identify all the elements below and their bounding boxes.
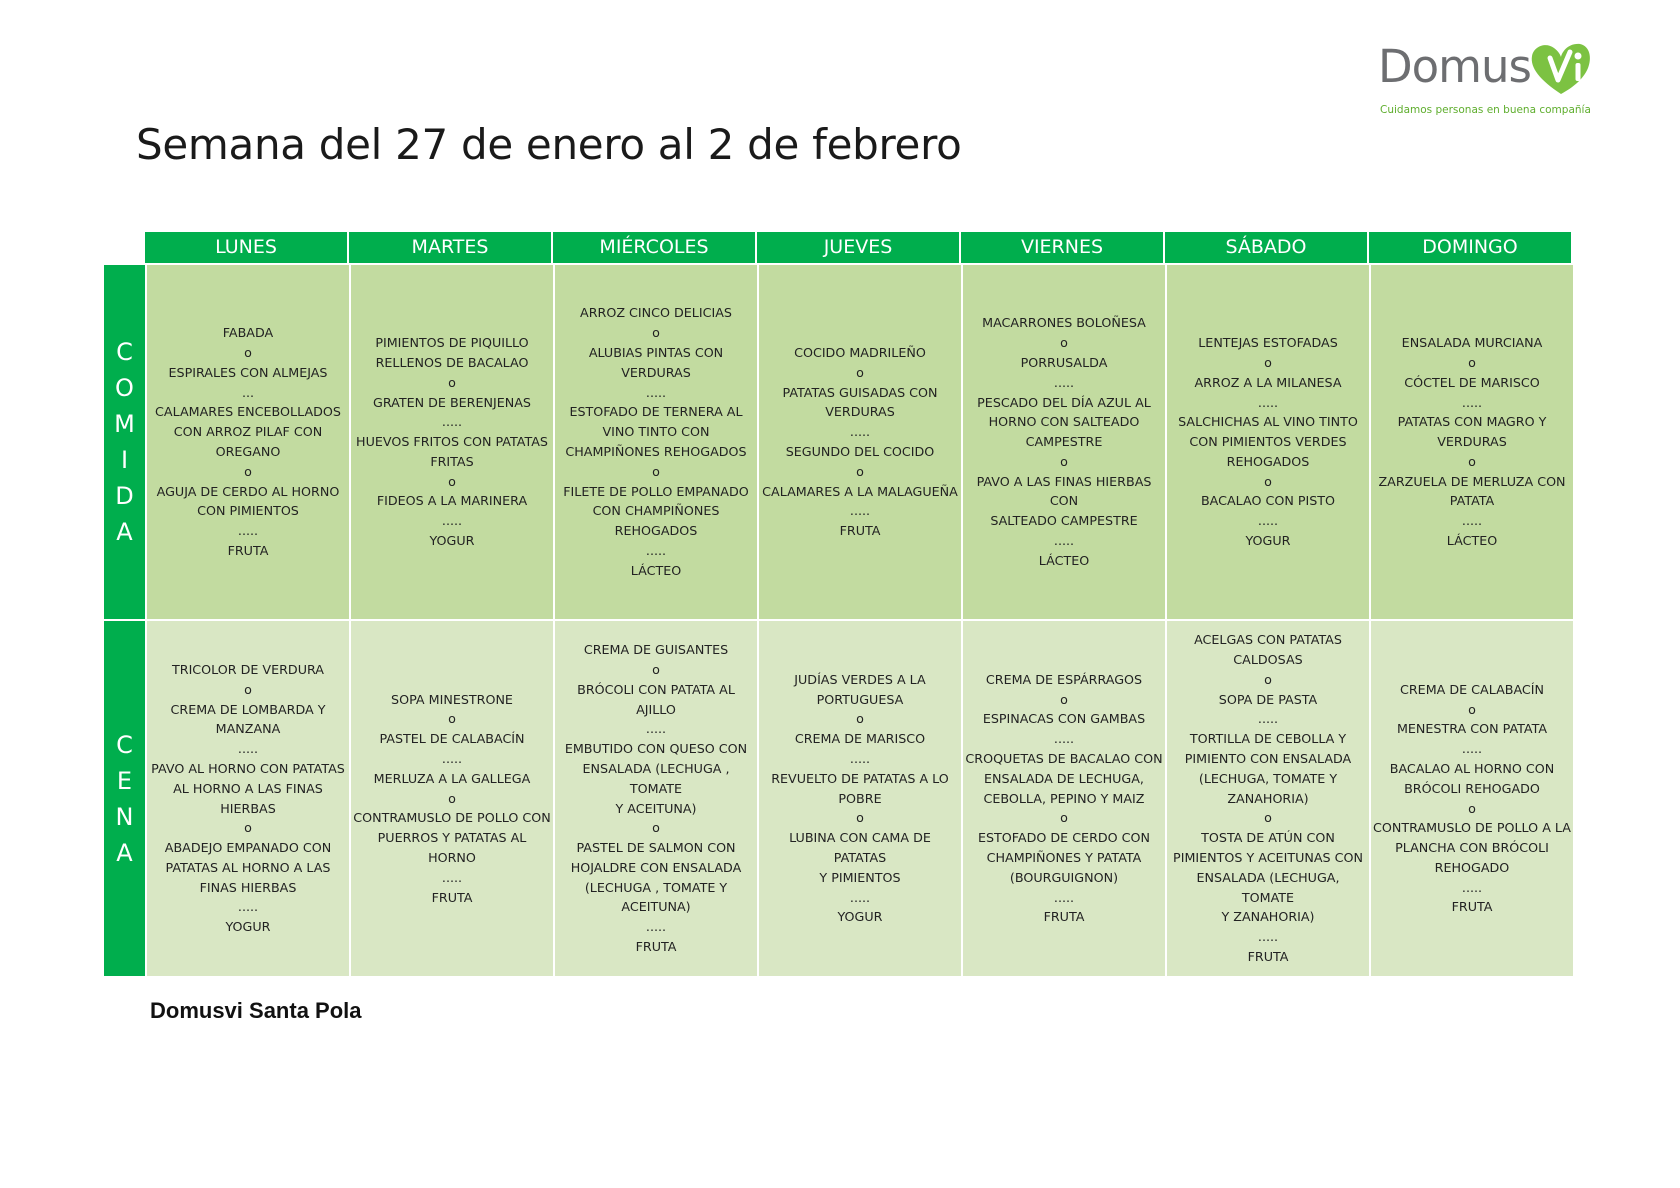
comida-cell-miercoles: ARROZ CINCO DELICIAS o ALUBIAS PINTAS CON VERDURAS ..... ESTOFADO DE TERNERA AL VINO TINTO CON CHAMPIÑONES REHOGADOS o FILETE DE POLLO EMPANADO CON CHAMPIÑONES REHOGADOS ..... LÁCTEO: [555, 265, 757, 619]
meal-label-letter: A: [116, 838, 133, 867]
cena-cell-viernes: CREMA DE ESPÁRRAGOS o ESPINACAS CON GAMBAS ..... CROQUETAS DE BACALAO CON ENSALADA DE LECHUGA, CEBOLLA, PEPINO Y MAIZ o ESTOFADO DE CERDO CON CHAMPIÑONES Y PATATA (BOURGUIGNON) ..... FRUTA: [963, 621, 1165, 976]
day-header-jueves: JUEVES: [757, 232, 959, 263]
meal-row-cena: [104, 621, 1573, 976]
comida-cell-domingo: ENSALADA MURCIANA o CÓCTEL DE MARISCO ..... PATATAS CON MAGRO Y VERDURAS o ZARZUELA DE MERLUZA CON PATATA ..... LÁCTEO: [1371, 265, 1573, 619]
cena-cell-domingo: CREMA DE CALABACÍN o MENESTRA CON PATATA ..... BACALAO AL HORNO CON BRÓCOLI REHOGADO o CONTRAMUSLO DE POLLO A LA PLANCHA CON BRÓCOLI REHOGADO ..... FRUTA: [1371, 621, 1573, 976]
meal-label-letter: E: [116, 766, 133, 795]
residence-name: Domusvi Santa Pola: [150, 998, 362, 1023]
meal-label-letter: N: [115, 802, 134, 831]
day-header-lunes: LUNES: [145, 232, 347, 263]
day-header-sabado: SÁBADO: [1165, 232, 1367, 263]
meal-label-letter: D: [115, 482, 134, 510]
meal-label-letter: O: [115, 374, 134, 402]
heart-leaf-icon: [1528, 40, 1594, 98]
comida-cell-lunes: FABADA o ESPIRALES CON ALMEJAS ... CALAMARES ENCEBOLLADOS CON ARROZ PILAF CON OREGANO o AGUJA DE CERDO AL HORNO CON PIMIENTOS ..... FRUTA: [147, 265, 349, 619]
meal-label-cena: [104, 621, 145, 976]
logo-tagline: Cuidamos personas en buena compañía: [1380, 104, 1591, 116]
meal-label-letter: M: [114, 410, 135, 438]
cena-cell-lunes: TRICOLOR DE VERDURA o CREMA DE LOMBARDA Y MANZANA ..... PAVO AL HORNO CON PATATAS AL HORNO A LAS FINAS HIERBAS o ABADEJO EMPANADO CON PATATAS AL HORNO A LAS FINAS HIERBAS ..... YOGUR: [147, 621, 349, 976]
meal-label-letter: A: [116, 518, 133, 546]
cena-cell-miercoles: CREMA DE GUISANTES o BRÓCOLI CON PATATA AL AJILLO ..... EMBUTIDO CON QUESO CON ENSALADA (LECHUGA , TOMATE Y ACEITUNA) o PASTEL DE SALMON CON HOJALDRE CON ENSALADA (LECHUGA , TOMATE Y ACEITUNA) ..... FRUTA: [555, 621, 757, 976]
cena-cell-martes: SOPA MINESTRONE o PASTEL DE CALABACÍN ..... MERLUZA A LA GALLEGA o CONTRAMUSLO DE POLLO CON PUERROS Y PATATAS AL HORNO ..... FRUTA: [351, 621, 553, 976]
meal-label-letter: C: [116, 730, 133, 759]
day-header-martes: MARTES: [349, 232, 551, 263]
day-header-domingo: DOMINGO: [1369, 232, 1571, 263]
meal-label-letter: I: [120, 446, 129, 474]
day-header-miercoles: MIÉRCOLES: [553, 232, 755, 263]
comida-cell-martes: PIMIENTOS DE PIQUILLO RELLENOS DE BACALAO o GRATEN DE BERENJENAS ..... HUEVOS FRITOS CON PATATAS FRITAS o FIDEOS A LA MARINERA ..... YOGUR: [351, 265, 553, 619]
cena-cell-sabado: ACELGAS CON PATATAS CALDOSAS o SOPA DE PASTA ..... TORTILLA DE CEBOLLA Y PIMIENTO CON ENSALADA (LECHUGA, TOMATE Y ZANAHORIA) o TOSTA DE ATÚN CON PIMIENTOS Y ACEITUNAS CON ENSALADA (LECHUGA, TOMATE Y ZANAHORIA) ..... FRUTA: [1167, 621, 1369, 976]
domusvi-logo: [1378, 38, 1608, 118]
cena-cell-jueves: JUDÍAS VERDES A LA PORTUGUESA o CREMA DE MARISCO ..... REVUELTO DE PATATAS A LO POBRE o LUBINA CON CAMA DE PATATAS Y PIMIENTOS ..... YOGUR: [759, 621, 961, 976]
comida-cell-jueves: COCIDO MADRILEÑO o PATATAS GUISADAS CON VERDURAS ..... SEGUNDO DEL COCIDO o CALAMARES A LA MALAGUEÑA ..... FRUTA: [759, 265, 961, 619]
comida-cell-sabado: LENTEJAS ESTOFADAS o ARROZ A LA MILANESA ..... SALCHICHAS AL VINO TINTO CON PIMIENTOS VERDES REHOGADOS o BACALAO CON PISTO ..... YOGUR: [1167, 265, 1369, 619]
day-header-viernes: VIERNES: [961, 232, 1163, 263]
meal-label-comida: [104, 265, 145, 619]
meal-row-comida: [104, 265, 1573, 619]
logo-wordmark: Domus: [1378, 40, 1531, 93]
meal-label-letter: C: [116, 338, 133, 366]
day-header-row: [145, 232, 1571, 263]
comida-cell-viernes: MACARRONES BOLOÑESA o PORRUSALDA ..... PESCADO DEL DÍA AZUL AL HORNO CON SALTEADO CAMPESTRE o PAVO A LAS FINAS HIERBAS CON SALTEADO CAMPESTRE ..... LÁCTEO: [963, 265, 1165, 619]
page-title: Semana del 27 de enero al 2 de febrero: [136, 120, 962, 169]
